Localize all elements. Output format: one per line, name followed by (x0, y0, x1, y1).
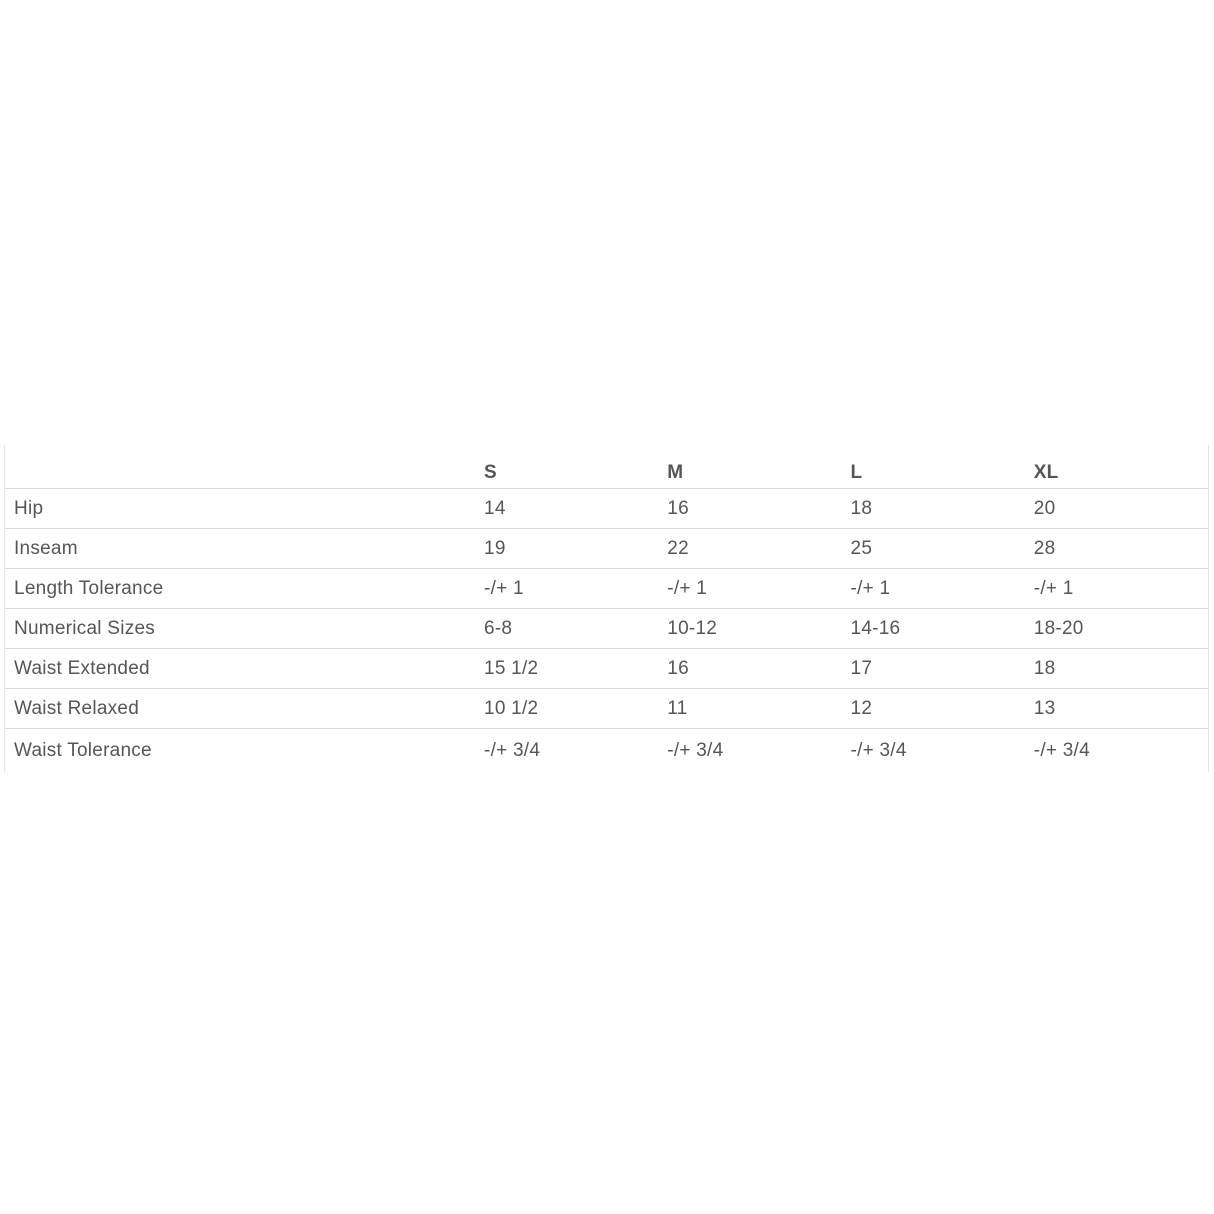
value-cell: 16 (667, 497, 689, 519)
value-cell: -/+ 3/4 (484, 739, 541, 761)
table-row-waist-extended (5, 648, 1208, 688)
value-cell: 28 (1033, 537, 1056, 559)
size-chart-table (4, 445, 1209, 772)
header-cell-blank (5, 445, 475, 488)
table-row-numerical-sizes (5, 608, 1208, 648)
header-cell-size-l: L (850, 462, 863, 483)
row-label: Waist Relaxed (14, 697, 140, 719)
table-row-inseam (5, 528, 1208, 568)
value-cell: 22 (667, 537, 689, 559)
value-cell: 19 (484, 537, 506, 559)
table-row-hip (5, 488, 1208, 528)
value-cell: 10 1/2 (484, 697, 539, 719)
value-cell: 14 (484, 497, 506, 519)
value-cell: 11 (667, 697, 688, 719)
row-label: Waist Extended (14, 657, 150, 679)
row-label: Waist Tolerance (14, 739, 152, 761)
table-row-length-tolerance (5, 568, 1208, 608)
value-cell: -/+ 1 (667, 577, 708, 599)
value-cell: 14-16 (850, 617, 901, 639)
value-cell: 17 (850, 657, 873, 679)
row-label: Hip (14, 497, 44, 519)
value-cell: 12 (850, 697, 873, 719)
value-cell: 18-20 (1033, 617, 1084, 639)
header-cell-size-xl: XL (1033, 462, 1059, 483)
row-label: Inseam (14, 537, 78, 559)
value-cell: 18 (1033, 657, 1056, 679)
value-cell: 10-12 (667, 617, 718, 639)
value-cell: 20 (1033, 497, 1056, 519)
row-label: Length Tolerance (14, 577, 164, 599)
value-cell: 15 1/2 (484, 657, 539, 679)
header-cell-size-s: S (484, 462, 497, 483)
size-chart-header-row (5, 445, 1208, 488)
value-cell: -/+ 3/4 (850, 739, 907, 761)
value-cell: -/+ 3/4 (1033, 739, 1090, 761)
row-label: Numerical Sizes (14, 617, 156, 639)
table-row-waist-tolerance (5, 728, 1208, 772)
value-cell: 18 (850, 497, 873, 519)
value-cell: 13 (1033, 697, 1056, 719)
value-cell: 25 (850, 537, 873, 559)
value-cell: -/+ 3/4 (667, 739, 724, 761)
header-cell-size-m: M (667, 462, 684, 483)
value-cell: -/+ 1 (484, 577, 524, 599)
value-cell: -/+ 1 (850, 577, 891, 599)
value-cell: 6-8 (484, 617, 513, 639)
table-row-waist-relaxed (5, 688, 1208, 728)
value-cell: -/+ 1 (1033, 577, 1074, 599)
value-cell: 16 (667, 657, 689, 679)
